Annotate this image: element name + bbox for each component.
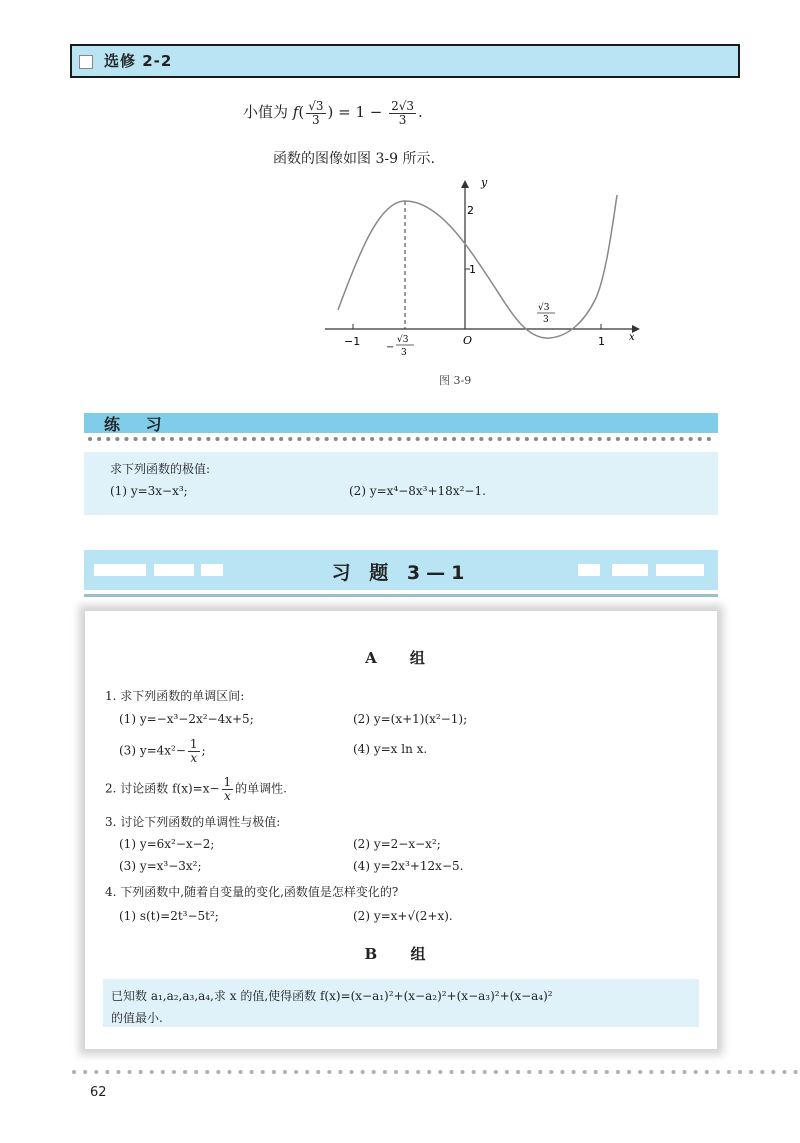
min-arg-den: 3: [312, 112, 320, 127]
practice-q2: (2) y=x⁴−8x³+18x²−1.: [349, 484, 486, 498]
min-value-line: 小值为 f( $\frac{√3}{3}$ ) = 1 − $\frac{2√3}{3}$ .: [243, 99, 423, 127]
practice-dotted-divider: [88, 433, 718, 445]
min-end: .: [418, 103, 423, 122]
question-2-num: 1: [223, 775, 232, 789]
exercise-title: 习 题 3—1: [331, 562, 471, 584]
question-3: 3. 讨论下列函数的单调性与极值:: [105, 815, 281, 829]
question-1-1: (1) y=−x³−2x²−4x+5;: [119, 712, 254, 726]
min-arg-num: √3: [308, 99, 324, 113]
min-prefix: 小值为: [243, 103, 289, 122]
question-1-2: (2) y=(x+1)(x²−1);: [353, 712, 468, 726]
figure-caption: 图 3-9: [439, 374, 472, 387]
exercise-band-underline: [84, 594, 718, 597]
group-b-box: [103, 979, 699, 1027]
practice-prompt: 求下列函数的极值:: [110, 462, 211, 476]
practice-box: [84, 452, 718, 515]
origin-label: O: [463, 334, 473, 347]
min-eq: = 1 −: [338, 103, 383, 122]
question-1-3-pre: (3) y=4x²−: [119, 743, 186, 758]
question-2: [105, 776, 287, 802]
page-number: 62: [90, 1085, 107, 1100]
header-label: 选修 2-2: [104, 52, 173, 70]
min-f: f: [292, 103, 299, 122]
y-axis-arrow-icon: [461, 180, 469, 188]
group-b-question-line2: 的值最小.: [111, 1011, 163, 1025]
question-3-2: (2) y=2−x−x²;: [353, 837, 441, 851]
chapter-header: [70, 44, 740, 78]
min-val-num: 2√3: [391, 99, 415, 113]
pos-root-num: √3: [538, 303, 550, 313]
function-graph: [320, 170, 640, 370]
question-1-4: (4) y=x ln x.: [353, 742, 428, 756]
exercise-box: [84, 610, 718, 1050]
min-val-den: 3: [398, 112, 407, 127]
neg-root-num: √3: [397, 335, 409, 345]
pos-root-den: 3: [543, 315, 549, 325]
question-4: 4. 下列函数中,随着自变量的变化,函数值是怎样变化的?: [105, 885, 399, 899]
practice-title: 练 习: [104, 415, 172, 434]
question-4-1: (1) s(t)=2t³−5t²;: [119, 909, 219, 923]
curve: [338, 195, 617, 338]
practice-band: [84, 413, 718, 433]
min-val-fraction: [389, 100, 416, 126]
question-3-1: (1) y=6x²−x−2;: [119, 837, 215, 851]
exercise-band: [84, 550, 718, 590]
question-1-3-den: x: [190, 750, 198, 765]
practice-q1: (1) y=3x−x³;: [110, 484, 188, 498]
question-1: 1. 求下列函数的单调区间:: [105, 689, 245, 703]
neg-root-den: 3: [401, 348, 407, 358]
group-b-title: B 组: [364, 945, 440, 963]
footer-dotted-divider: [70, 1066, 800, 1078]
y-axis-label: y: [481, 176, 488, 189]
question-1-3-end: ;: [201, 743, 206, 758]
question-1-3-fraction: [188, 738, 200, 764]
question-2-end: 的单调性.: [235, 781, 287, 796]
question-1-3-num: 1: [189, 737, 198, 751]
neg-root-sign: −: [386, 342, 395, 353]
tick-1-label: 1: [469, 263, 476, 276]
question-3-4: (4) y=2x³+12x−5.: [353, 859, 464, 873]
tick-pos1-label: 1: [598, 335, 605, 348]
question-3-3: (3) y=x³−3x²;: [119, 859, 202, 873]
tick-neg1-label: −1: [344, 335, 361, 348]
question-1-3: [119, 738, 206, 764]
group-a-title: A 组: [365, 649, 439, 667]
question-2-fraction: [222, 776, 234, 802]
min-arg-fraction: [306, 100, 325, 126]
tick-2-label: 2: [467, 204, 474, 217]
group-b-question-line1: 已知数 a₁,a₂,a₃,a₄,求 x 的值,使得函数 f(x)=(x−a₁)²+(x−a₂)²+(x−a₃)²+(x−a₄)²: [111, 989, 553, 1003]
figure-sentence: 函数的图像如图 3-9 所示.: [273, 151, 435, 167]
header-square-icon: [79, 55, 93, 69]
question-2-pre: 2. 讨论函数 f(x)=x−: [105, 781, 220, 796]
x-axis-label: x: [629, 332, 635, 343]
question-4-2: (2) y=x+√(2+x).: [353, 909, 453, 923]
question-2-den: x: [223, 788, 231, 803]
